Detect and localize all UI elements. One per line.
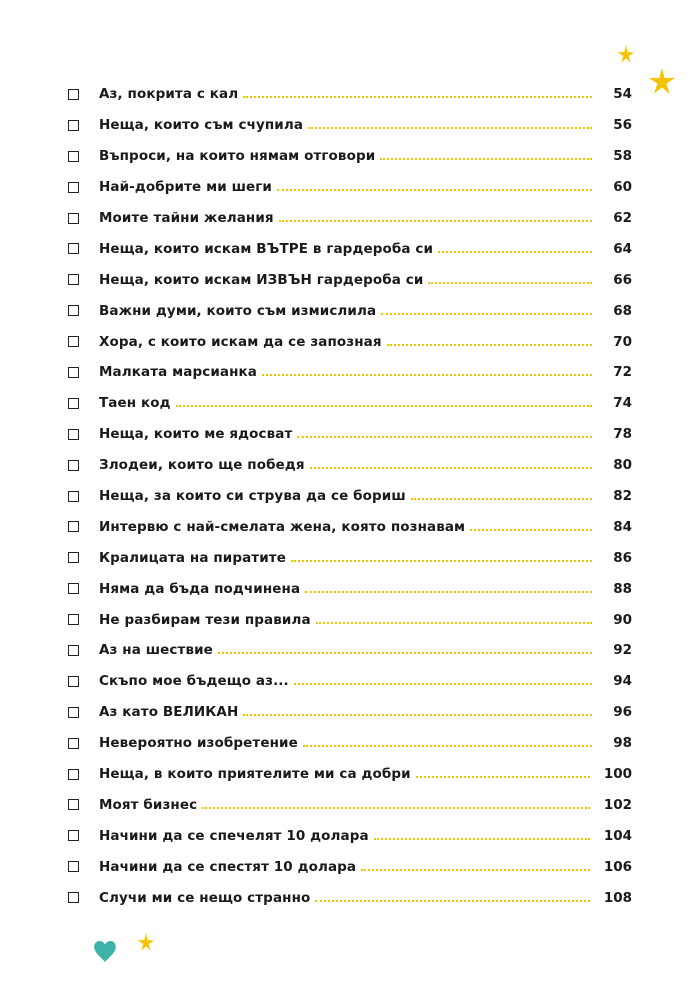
dotted-leader <box>243 96 592 98</box>
toc-entry <box>66 264 632 295</box>
checkbox[interactable] <box>68 583 79 594</box>
toc-entry-page-number: 80 <box>613 457 632 474</box>
toc-entry-title: Аз, покрита с кал <box>99 86 239 103</box>
toc-entry <box>66 110 632 141</box>
toc-entry-page-number: 100 <box>603 766 632 783</box>
toc-entry-title: Злодеи, които ще победя <box>99 457 305 474</box>
toc-entry-title: Моят бизнес <box>99 796 198 813</box>
checkbox[interactable] <box>68 367 79 378</box>
toc-entry <box>66 820 632 851</box>
dotted-leader <box>202 807 590 809</box>
dotted-leader <box>428 282 592 284</box>
toc-entry <box>66 419 632 450</box>
checkbox[interactable] <box>68 274 79 285</box>
checkbox[interactable] <box>68 213 79 224</box>
toc-entry <box>66 357 632 388</box>
toc-entry-page-number: 104 <box>603 827 632 844</box>
toc-entry-page-number: 58 <box>613 148 632 165</box>
toc-entry <box>66 79 632 110</box>
toc-entry-page-number: 86 <box>613 549 632 566</box>
dotted-leader <box>374 838 590 840</box>
toc-entry-page-number: 106 <box>603 858 632 875</box>
toc-entry-page-number: 56 <box>613 117 632 134</box>
toc-entry-page-number: 68 <box>613 302 632 319</box>
dotted-leader <box>297 436 592 438</box>
toc-entry-title: Неща, които ме ядосват <box>99 426 293 443</box>
toc-entry <box>66 635 632 666</box>
toc-entry-title: Моите тайни желания <box>99 210 274 226</box>
toc-entry-page-number: 92 <box>613 642 632 659</box>
checkbox[interactable] <box>68 398 79 409</box>
checkbox[interactable] <box>68 645 79 656</box>
toc-entry-title: Въпроси, на които нямам отговори <box>99 148 376 165</box>
toc-entry-page-number: 64 <box>613 240 632 257</box>
toc-entry-title: Неща, за които си струва да се бориш <box>99 488 406 505</box>
toc-entry-page-number: 74 <box>613 395 632 412</box>
toc-entry-title: Неща, в които приятелите ми са добри <box>99 766 411 783</box>
dotted-leader <box>310 467 592 469</box>
toc-entry-page-number: 82 <box>613 488 632 505</box>
toc-entry <box>66 326 632 357</box>
dotted-leader <box>277 189 592 191</box>
heart-icon <box>92 938 118 964</box>
toc-entry-title: Хора, с които искам да се запозная <box>99 333 382 350</box>
toc-entry-title: Важни думи, които съм измислила <box>99 302 377 319</box>
checkbox[interactable] <box>68 460 79 471</box>
toc-entry-title: Интервю с най-смелата жена, която познавам <box>99 518 466 535</box>
toc-entry <box>66 542 632 573</box>
checkbox[interactable] <box>68 429 79 440</box>
checkbox[interactable] <box>68 892 79 903</box>
checkbox[interactable] <box>68 491 79 502</box>
toc-entry-page-number: 60 <box>613 179 632 196</box>
dotted-leader <box>218 652 592 654</box>
dotted-leader <box>305 591 592 593</box>
toc-entry-page-number: 108 <box>603 889 632 906</box>
dotted-leader <box>416 776 590 778</box>
dotted-leader <box>438 251 592 253</box>
dotted-leader <box>308 127 592 129</box>
toc-entry <box>66 295 632 326</box>
dotted-leader <box>243 714 592 716</box>
toc-entry-title: Таен код <box>99 395 171 412</box>
dotted-leader <box>361 869 590 871</box>
toc-entry <box>66 511 632 542</box>
dotted-leader <box>387 344 592 346</box>
toc-entry <box>66 203 632 234</box>
toc-entry-page-number: 70 <box>613 333 632 350</box>
star-icon <box>616 44 636 64</box>
toc-entry-title: Кралицата на пиратите <box>99 549 286 566</box>
toc-entry-title: Няма да бъда подчинена <box>99 580 301 597</box>
toc-entry <box>66 882 632 913</box>
dotted-leader <box>291 560 592 562</box>
toc-entry-title: Случи ми се нещо странно <box>99 889 311 906</box>
checkbox[interactable] <box>68 738 79 749</box>
dotted-leader <box>381 313 592 315</box>
checkbox[interactable] <box>68 305 79 316</box>
toc-entry <box>66 141 632 172</box>
toc-entry-title: Неща, които искам ИЗВЪН гардероба си <box>99 271 424 288</box>
toc-entry <box>66 697 632 728</box>
toc-entry-title: Скъпо мое бъдещо аз... <box>99 673 289 690</box>
toc-entry-page-number: 102 <box>603 796 632 813</box>
checkbox[interactable] <box>68 521 79 532</box>
checkbox[interactable] <box>68 676 79 687</box>
toc-entry-page-number: 96 <box>613 704 632 721</box>
checkbox[interactable] <box>68 89 79 100</box>
toc-entry-page-number: 54 <box>613 86 632 103</box>
toc-entry-title: Аз като ВЕЛИКАН <box>99 704 239 721</box>
dotted-leader <box>380 158 592 160</box>
checkbox[interactable] <box>68 614 79 625</box>
dotted-leader <box>411 498 592 500</box>
toc-entry <box>66 789 632 820</box>
dotted-leader <box>262 374 592 376</box>
toc-entry-title: Най-добрите ми шеги <box>99 179 272 196</box>
checkbox[interactable] <box>68 336 79 347</box>
dotted-leader <box>294 683 592 685</box>
table-of-contents <box>66 79 632 913</box>
toc-entry-page-number: 98 <box>613 735 632 752</box>
star-icon <box>648 67 676 95</box>
checkbox[interactable] <box>68 707 79 718</box>
toc-entry <box>66 450 632 481</box>
dotted-leader <box>303 745 592 747</box>
toc-entry <box>66 573 632 604</box>
checkbox[interactable] <box>68 799 79 810</box>
toc-entry <box>66 728 632 759</box>
toc-entry-title: Не разбирам тези правила <box>99 611 311 628</box>
toc-entry-page-number: 62 <box>613 210 632 226</box>
toc-entry <box>66 233 632 264</box>
checkbox[interactable] <box>68 182 79 193</box>
toc-entry <box>66 172 632 203</box>
toc-entry-title: Аз на шествие <box>99 642 213 659</box>
toc-entry-title: Малката марсианка <box>99 364 258 381</box>
toc-entry-page-number: 72 <box>613 364 632 381</box>
toc-entry-title: Невероятно изобретение <box>99 735 298 752</box>
checkbox[interactable] <box>68 769 79 780</box>
toc-entry-page-number: 90 <box>613 611 632 628</box>
toc-entry-title: Неща, които съм счупила <box>99 117 304 134</box>
toc-entry <box>66 388 632 419</box>
checkbox[interactable] <box>68 861 79 872</box>
toc-entry-page-number: 94 <box>613 673 632 690</box>
toc-entry-title: Начини да се спестят 10 долара <box>99 858 357 875</box>
checkbox[interactable] <box>68 120 79 131</box>
checkbox[interactable] <box>68 151 79 162</box>
toc-entry-page-number: 84 <box>613 518 632 535</box>
checkbox[interactable] <box>68 830 79 841</box>
checkbox[interactable] <box>68 552 79 563</box>
star-icon <box>136 932 156 952</box>
toc-entry-page-number: 88 <box>613 580 632 597</box>
toc-entry <box>66 759 632 790</box>
toc-entry-title: Неща, които искам ВЪТРЕ в гардероба си <box>99 240 434 257</box>
dotted-leader <box>316 622 592 624</box>
dotted-leader <box>176 405 592 407</box>
toc-entry-title: Начини да се спечелят 10 долара <box>99 827 369 844</box>
toc-entry <box>66 604 632 635</box>
toc-entry-page-number: 78 <box>613 426 632 443</box>
toc-entry-page-number: 66 <box>613 271 632 288</box>
checkbox[interactable] <box>68 243 79 254</box>
toc-entry <box>66 481 632 512</box>
dotted-leader <box>279 220 592 222</box>
toc-entry <box>66 851 632 882</box>
dotted-leader <box>470 529 592 531</box>
dotted-leader <box>315 900 589 902</box>
toc-entry <box>66 666 632 697</box>
